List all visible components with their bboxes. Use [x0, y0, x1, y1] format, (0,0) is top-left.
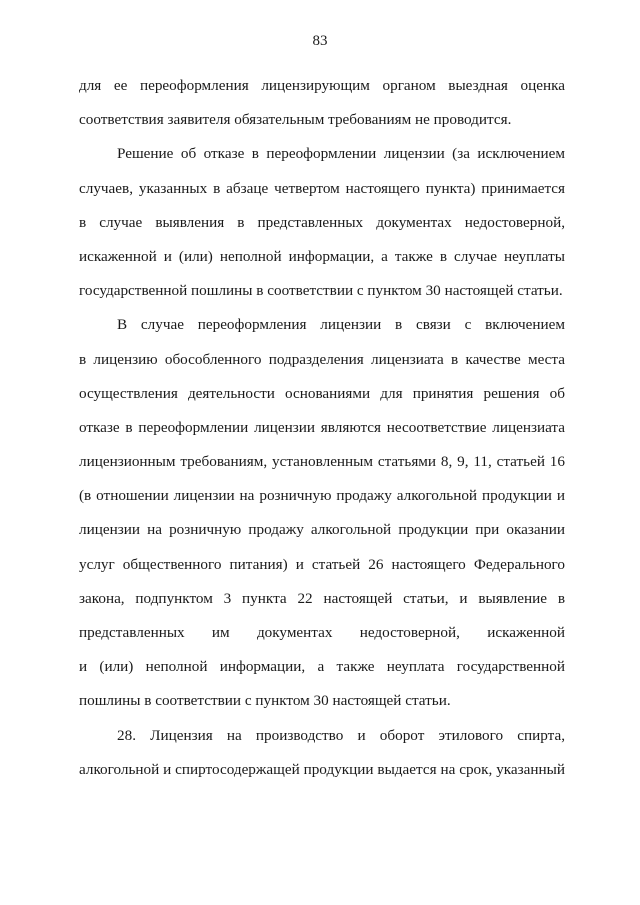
paragraph-4 — [79, 722, 565, 790]
text-line: для ее переоформления лицензирующим органом выездная оценка — [79, 77, 565, 94]
text-line: 28. Лицензия на производство и оборот этилового спирта, — [117, 726, 565, 744]
text-line: лицензионным требованиям, установленным статьями 8, 9, 11, статьей 16 — [79, 453, 565, 471]
text-line: осуществления деятельности основаниями для принятия решения об — [79, 384, 565, 402]
text-line: искаженной и (или) неполной информации, а также в случае неуплаты — [79, 247, 565, 265]
paragraph-1 — [79, 72, 565, 140]
text-line: государственной пошлины в соответствии с пунктом 30 настоящей статьи. — [79, 282, 563, 300]
document-body — [79, 72, 565, 790]
text-line: (в отношении лицензии на розничную продажу алкогольной продукции и — [79, 487, 565, 505]
text-line: закона, подпунктом 3 пункта 22 настоящей статьи, и выявление в — [79, 589, 565, 607]
text-line: пошлины в соответствии с пунктом 30 настоящей статьи. — [79, 692, 451, 710]
text-line: Решение об отказе в переоформлении лицензии (за исключением — [117, 145, 565, 163]
text-line: лицензии на розничную продажу алкогольной продукции при оказании — [79, 521, 565, 539]
text-line: услуг общественного питания) и статьей 26 настоящего Федерального — [79, 555, 565, 573]
text-line: случаев, указанных в абзаце четвертом настоящего пункта) принимается — [79, 179, 565, 197]
text-line: отказе в переоформлении лицензии являются несоответствие лицензиата — [79, 418, 565, 436]
text-line: в случае выявления в представленных документах недостоверной, — [79, 213, 565, 231]
text-line: и (или) неполной информации, а также неуплата государственной — [79, 658, 565, 676]
paragraph-2 — [79, 140, 565, 311]
text-line: в лицензию обособленного подразделения лицензиата в качестве места — [79, 350, 565, 368]
text-line: алкогольной и спиртосодержащей продукции выдается на срок, указанный — [79, 760, 565, 778]
text-line: соответствия заявителя обязательным требованиям не проводится. — [79, 111, 512, 129]
page-number: 83 — [312, 33, 328, 49]
paragraph-3 — [79, 311, 565, 721]
text-line: представленных им документах недостоверной, искаженной — [79, 624, 565, 641]
text-line: В случае переоформления лицензии в связи с включением — [117, 316, 565, 334]
